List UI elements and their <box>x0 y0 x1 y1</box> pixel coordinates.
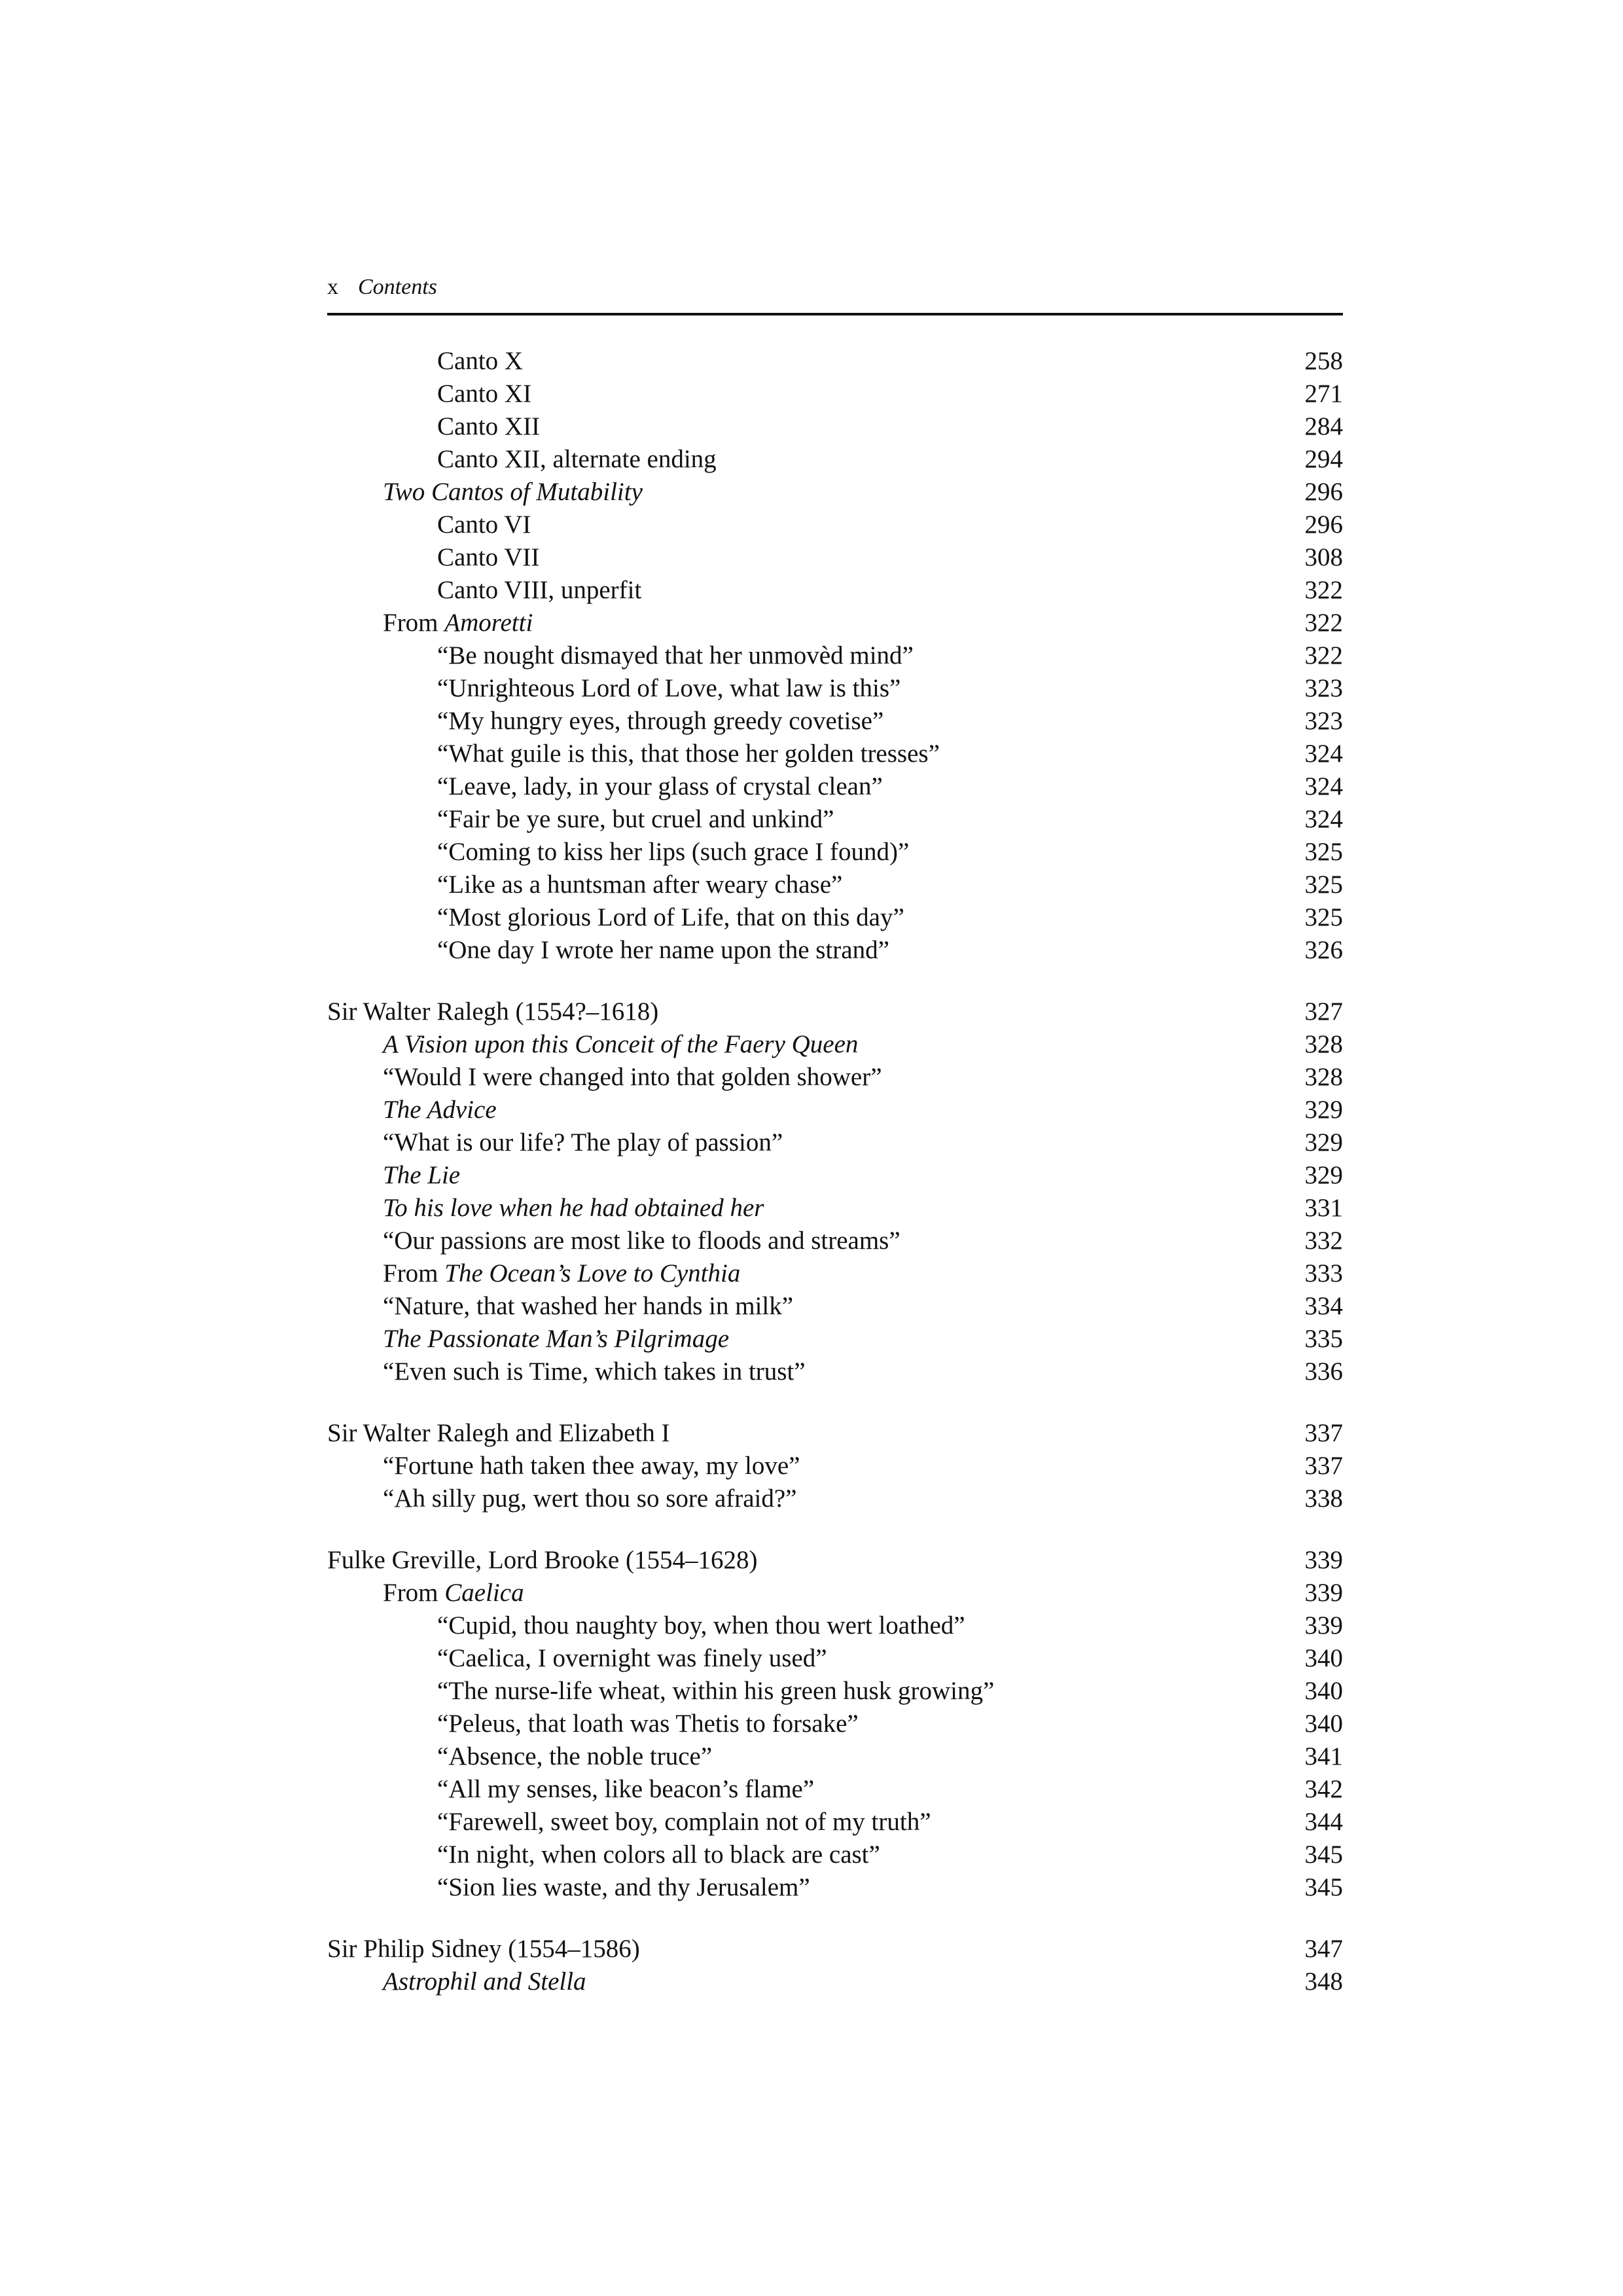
toc-entry-text: “Our passions are most like to floods and streams” <box>383 1227 901 1255</box>
toc-entry-title <box>437 443 717 476</box>
toc-entry <box>327 1192 1343 1225</box>
header-rule <box>327 313 1343 315</box>
toc-entry <box>327 1450 1343 1482</box>
toc-page-number: 335 <box>1304 1325 1343 1353</box>
toc-page-number: 345 <box>1304 1840 1343 1869</box>
toc-entry <box>327 1028 1343 1061</box>
toc-page-number: 294 <box>1304 445 1343 473</box>
toc-page-number: 344 <box>1304 1808 1343 1836</box>
toc-entry-text: “Unrighteous Lord of Love, what law is this” <box>437 674 901 702</box>
toc-page-number: 333 <box>1304 1259 1343 1287</box>
toc-entry-title <box>383 1028 858 1061</box>
toc-entry <box>327 1061 1343 1094</box>
toc-entry-title <box>437 378 531 410</box>
toc-entry-title <box>437 1773 814 1806</box>
toc-author-entry <box>327 996 1343 1028</box>
toc-entry-text: “Leave, lady, in your glass of crystal clean” <box>437 772 883 800</box>
toc-entry-text: “Cupid, thou naughty boy, when thou wert loathed” <box>437 1611 965 1640</box>
toc-entry-title <box>383 1577 524 1609</box>
toc-entry-title <box>437 901 904 934</box>
toc-entry <box>327 1609 1343 1642</box>
toc-entry-text: “Fair be ye sure, but cruel and unkind” <box>437 805 834 833</box>
toc-entry-text: “Absence, the noble truce” <box>437 1742 713 1770</box>
toc-entry <box>327 541 1343 574</box>
toc-entry <box>327 1159 1343 1192</box>
toc-entry-title <box>327 1417 670 1450</box>
toc-entry <box>327 1708 1343 1740</box>
toc-entry-text: “Even such is Time, which takes in trust” <box>383 1357 806 1386</box>
toc-entry-title <box>383 607 533 639</box>
toc-entry-title <box>437 738 940 770</box>
toc-entry <box>327 443 1343 476</box>
toc-entry-text: Canto XII, alternate ending <box>437 445 717 473</box>
toc-entry <box>327 345 1343 378</box>
toc-entry <box>327 934 1343 967</box>
toc-page-number: 329 <box>1304 1128 1343 1157</box>
toc-page-number: 337 <box>1304 1452 1343 1480</box>
toc-entry-title <box>437 1708 859 1740</box>
toc-page-number: 325 <box>1304 838 1343 866</box>
toc-entry-text: Two Cantos of Mutability <box>383 478 643 506</box>
toc-page-number: 322 <box>1304 576 1343 604</box>
toc-page-number: 322 <box>1304 609 1343 637</box>
toc-entry-text: “What guile is this, that those her golden tresses” <box>437 740 940 768</box>
toc-entry-title <box>327 1933 640 1965</box>
toc-page-number: 338 <box>1304 1484 1343 1513</box>
toc-entry-title <box>437 803 834 836</box>
toc-entry-text: The Advice <box>383 1096 497 1124</box>
toc-page-number: 271 <box>1304 380 1343 408</box>
toc-entry-text: The Passionate Man’s Pilgrimage <box>383 1325 730 1353</box>
toc-entry-text: Sir Walter Ralegh (1554?–1618) <box>327 997 659 1026</box>
toc-entry <box>327 1642 1343 1675</box>
toc-page-number: 296 <box>1304 478 1343 506</box>
toc-entry-text: “Like as a huntsman after weary chase” <box>437 870 843 899</box>
toc-page-number: 327 <box>1304 997 1343 1026</box>
toc-page-number: 325 <box>1304 903 1343 931</box>
toc-entry-text: Canto XII <box>437 412 541 440</box>
toc-entry-title <box>437 1806 931 1839</box>
toc-entry-title <box>437 1839 880 1871</box>
toc-entry <box>327 1323 1343 1355</box>
toc-entry-text: A Vision upon this Conceit of the Faery Queen <box>383 1030 859 1058</box>
toc-page-number: 339 <box>1304 1611 1343 1640</box>
toc-entry-text: Canto VIII, unperfit <box>437 576 642 604</box>
toc-entry-title <box>383 1225 901 1257</box>
toc-page-number: 329 <box>1304 1161 1343 1189</box>
toc-page-number: 258 <box>1304 347 1343 375</box>
toc-entry-text: “My hungry eyes, through greedy covetise” <box>437 707 884 735</box>
toc-entry <box>327 1126 1343 1159</box>
toc-entry-title <box>437 1675 994 1708</box>
toc-entry <box>327 410 1343 443</box>
running-head <box>327 272 437 303</box>
toc-entry-text: “What is our life? The play of passion” <box>383 1128 783 1157</box>
section-title: Contents <box>358 275 437 299</box>
toc-entry <box>327 770 1343 803</box>
toc-entry-title <box>383 1257 740 1290</box>
toc-entry-title <box>383 1192 764 1225</box>
toc-entry <box>327 607 1343 639</box>
toc-entry-title <box>383 1450 800 1482</box>
toc-entry <box>327 1871 1343 1904</box>
toc-entry <box>327 901 1343 934</box>
toc-author-entry <box>327 1544 1343 1577</box>
toc-entry-title <box>383 1323 729 1355</box>
toc-entry-title <box>327 996 658 1028</box>
toc-entry-title <box>437 934 889 967</box>
toc-entry-text: Sir Philip Sidney (1554–1586) <box>327 1935 640 1963</box>
toc-entry-title <box>437 1740 712 1773</box>
toc-entry-title <box>383 1482 797 1515</box>
toc-entry-title <box>383 1126 783 1159</box>
toc-entry-title <box>383 476 643 509</box>
toc-entry-title <box>437 410 540 443</box>
toc-entry-title <box>383 1355 806 1388</box>
toc-page-number: 324 <box>1304 740 1343 768</box>
toc-page-number: 325 <box>1304 870 1343 899</box>
toc-entry-text: “Ah silly pug, wert thou so sore afraid?” <box>383 1484 797 1513</box>
toc-entry <box>327 1839 1343 1871</box>
toc-entry <box>327 1675 1343 1708</box>
toc-page-number: 340 <box>1304 1677 1343 1705</box>
toc-page-number: 326 <box>1304 936 1343 964</box>
toc-page-number: 331 <box>1304 1194 1343 1222</box>
toc-entry <box>327 476 1343 509</box>
toc-entry-text: “Caelica, I overnight was finely used” <box>437 1644 827 1672</box>
toc-page-number: 296 <box>1304 511 1343 539</box>
toc-entry-title <box>437 705 883 738</box>
toc-entry <box>327 378 1343 410</box>
toc-entry-text: “In night, when colors all to black are cast” <box>437 1840 880 1869</box>
toc-entry <box>327 1482 1343 1515</box>
toc-entry-text: “One day I wrote her name upon the strand” <box>437 936 889 964</box>
toc-entry <box>327 1290 1343 1323</box>
toc-entry-text: Caelica <box>444 1579 524 1607</box>
toc-entry <box>327 509 1343 541</box>
toc-entry-title <box>437 1609 965 1642</box>
toc-entry-text: “Most glorious Lord of Life, that on this day” <box>437 903 904 931</box>
toc-entry <box>327 1257 1343 1290</box>
toc-entry-text: “Would I were changed into that golden shower” <box>383 1063 882 1091</box>
toc-page-number: 345 <box>1304 1873 1343 1901</box>
toc-page-number: 328 <box>1304 1063 1343 1091</box>
toc-entry <box>327 639 1343 672</box>
toc-entry-title <box>383 1290 793 1323</box>
toc-entry-text: Canto VII <box>437 543 540 571</box>
toc-entry <box>327 574 1343 607</box>
toc-entry-text: “Nature, that washed her hands in milk” <box>383 1292 794 1320</box>
toc-entry-title <box>437 541 539 574</box>
toc-page-number: 284 <box>1304 412 1343 440</box>
toc-page-number: 339 <box>1304 1579 1343 1607</box>
toc-entry-title <box>437 345 523 378</box>
toc-page-number: 334 <box>1304 1292 1343 1320</box>
toc-page-number: 337 <box>1304 1419 1343 1447</box>
toc-entry <box>327 705 1343 738</box>
toc-page-number: 324 <box>1304 805 1343 833</box>
toc-entry-text: “Farewell, sweet boy, complain not of my truth” <box>437 1808 931 1836</box>
toc-page-number: 323 <box>1304 707 1343 735</box>
toc-entry-text: “Coming to kiss her lips (such grace I found)” <box>437 838 910 866</box>
toc-entry-title <box>327 1544 757 1577</box>
toc-entry <box>327 803 1343 836</box>
toc-entry-title <box>437 672 901 705</box>
toc-entry-title <box>437 836 909 869</box>
toc-entry-text: Canto X <box>437 347 524 375</box>
toc-entry-title <box>437 869 842 901</box>
toc-entry-title <box>437 639 914 672</box>
toc-entry-text: Sir Walter Ralegh and Elizabeth I <box>327 1419 670 1447</box>
toc-entry-text: Fulke Greville, Lord Brooke (1554–1628) <box>327 1546 758 1574</box>
toc-page-number: 347 <box>1304 1935 1343 1963</box>
toc-page-number: 342 <box>1304 1775 1343 1803</box>
toc-entry-text: Canto XI <box>437 380 532 408</box>
toc-entry-text: To his love when he had obtained her <box>383 1194 764 1222</box>
toc-page-number: 348 <box>1304 1967 1343 1996</box>
toc-entry <box>327 1806 1343 1839</box>
toc-entry <box>327 1740 1343 1773</box>
toc-page-number: 340 <box>1304 1710 1343 1738</box>
toc-entry <box>327 672 1343 705</box>
toc-entry-prefix: From <box>383 1579 445 1607</box>
toc-entry <box>327 1577 1343 1609</box>
toc-entry-text: “The nurse-life wheat, within his green husk growing” <box>437 1677 995 1705</box>
toc-page-number: 323 <box>1304 674 1343 702</box>
toc-entry-text: “All my senses, like beacon’s flame” <box>437 1775 815 1803</box>
toc-entry-title <box>383 1159 460 1192</box>
toc-entry-prefix: From <box>383 609 445 637</box>
toc-entry <box>327 1773 1343 1806</box>
toc-page-number: 324 <box>1304 772 1343 800</box>
toc-entry-text: “Sion lies waste, and thy Jerusalem” <box>437 1873 810 1901</box>
toc-page-number: 332 <box>1304 1227 1343 1255</box>
toc-page-number: 322 <box>1304 641 1343 670</box>
toc-entry-text: The Ocean’s Love to Cynthia <box>444 1259 741 1287</box>
toc-author-entry <box>327 1417 1343 1450</box>
toc-entry <box>327 836 1343 869</box>
toc-entry <box>327 869 1343 901</box>
toc-page-number: 329 <box>1304 1096 1343 1124</box>
toc-page-number: 340 <box>1304 1644 1343 1672</box>
toc-entry-title <box>383 1061 882 1094</box>
toc-entry <box>327 1094 1343 1126</box>
toc-page-number: 341 <box>1304 1742 1343 1770</box>
toc-entry <box>327 1965 1343 1998</box>
toc-entry-title <box>437 770 883 803</box>
toc-entry-title <box>383 1965 586 1998</box>
toc-entry-text: “Fortune hath taken thee away, my love” <box>383 1452 800 1480</box>
toc-author-entry <box>327 1933 1343 1965</box>
table-of-contents <box>327 345 1343 1998</box>
toc-entry-text: Amoretti <box>444 609 533 637</box>
toc-entry-title <box>437 574 641 607</box>
toc-entry-title <box>383 1094 497 1126</box>
toc-entry <box>327 1225 1343 1257</box>
toc-entry-text: Astrophil and Stella <box>383 1967 586 1996</box>
toc-page-number: 328 <box>1304 1030 1343 1058</box>
toc-entry-title <box>437 509 531 541</box>
toc-entry-text: Canto VI <box>437 511 531 539</box>
toc-page-number: 308 <box>1304 543 1343 571</box>
toc-page-number: 339 <box>1304 1546 1343 1574</box>
toc-entry-title <box>437 1642 827 1675</box>
page-folio: x <box>327 275 338 299</box>
toc-page-number: 336 <box>1304 1357 1343 1386</box>
toc-entry <box>327 738 1343 770</box>
toc-entry <box>327 1355 1343 1388</box>
toc-entry-title <box>437 1871 810 1904</box>
toc-entry-text: “Peleus, that loath was Thetis to forsake” <box>437 1710 859 1738</box>
toc-entry-text: “Be nought dismayed that her unmovèd mind” <box>437 641 914 670</box>
toc-entry-prefix: From <box>383 1259 445 1287</box>
toc-entry-text: The Lie <box>383 1161 461 1189</box>
